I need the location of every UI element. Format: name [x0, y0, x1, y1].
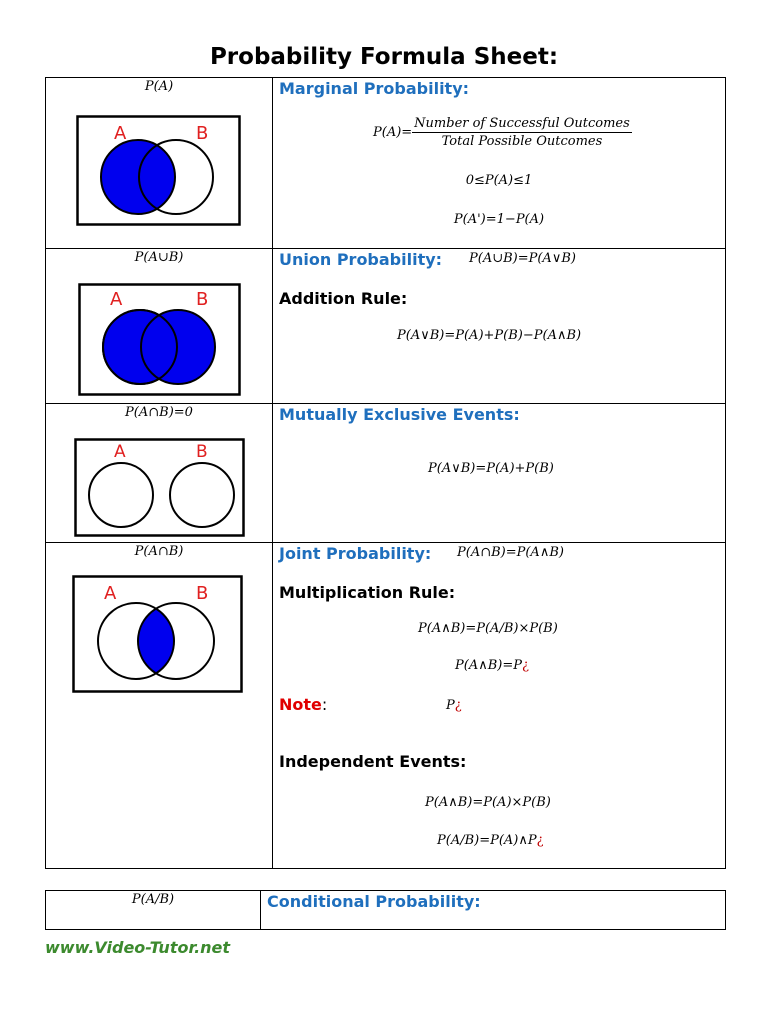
row-union — [46, 249, 726, 404]
mutual-left-cell — [46, 404, 273, 543]
venn-marginal — [76, 115, 242, 227]
note-label: Note — [279, 695, 322, 714]
venn-label-a: A — [114, 123, 127, 144]
note-colon: : — [321, 695, 328, 714]
row-marginal — [46, 78, 726, 249]
marginal-formula-numerator: Number of Successful Outcomes — [414, 116, 630, 131]
conditional-left-label: P(A/B) — [131, 892, 175, 907]
note-line — [279, 695, 327, 714]
union-left-cell — [46, 249, 273, 404]
union-right-cell — [273, 249, 726, 404]
venn-joint — [72, 575, 244, 693]
footer-website[interactable]: www.Video-Tutor.net — [45, 938, 231, 957]
mutual-right-cell — [273, 404, 726, 543]
venn-label-a: A — [110, 289, 123, 310]
addition-rule-formula: P(A∨B)=P(A)+P(B)−P(A∧B) — [397, 328, 582, 343]
conditional-left-cell — [46, 891, 261, 930]
venn-label-a: A — [104, 583, 117, 604]
row-joint — [46, 543, 726, 869]
marginal-range: 0≤P(A)≤1 — [465, 173, 533, 188]
missing-glyph: ¿ — [536, 833, 544, 848]
venn-label-b: B — [196, 123, 209, 144]
marginal-formula — [373, 116, 632, 149]
joint-heading-formula: P(A∩B)=P(A∧B) — [457, 545, 564, 560]
venn-mutually-exclusive — [74, 438, 246, 538]
venn-frame — [76, 440, 244, 536]
independent-events-formula-2 — [437, 833, 544, 848]
conditional-right-cell — [261, 891, 726, 930]
venn-label-b: B — [196, 442, 208, 462]
venn-label-b: B — [196, 583, 209, 604]
union-heading: Union Probability: — [279, 250, 443, 269]
joint-left-cell — [46, 543, 273, 869]
independent-events-formula-2-text: P(A/B)=P(A)∧P — [437, 833, 537, 848]
joint-heading: Joint Probability: — [279, 544, 432, 563]
marginal-right-cell — [273, 78, 726, 249]
conditional-heading: Conditional Probability: — [267, 892, 481, 911]
marginal-complement: P(A')=1−P(A) — [453, 212, 545, 227]
joint-right-cell — [273, 543, 726, 869]
marginal-heading: Marginal Probability: — [279, 79, 470, 98]
venn-label-a: A — [114, 442, 126, 462]
union-left-label: P(A∪B) — [134, 250, 184, 265]
multiplication-rule-formula-2 — [455, 658, 529, 673]
mutual-heading: Mutually Exclusive Events: — [279, 405, 520, 424]
marginal-left-cell — [46, 78, 273, 249]
row-mutually-exclusive — [46, 404, 726, 543]
mutual-formula: P(A∨B)=P(A)+P(B) — [428, 461, 554, 476]
multiplication-rule-formula-1: P(A∧B)=P(A/B)×P(B) — [418, 621, 558, 636]
addition-rule-title: Addition Rule: — [279, 289, 408, 308]
marginal-left-label: P(A) — [144, 79, 174, 94]
conditional-table — [45, 890, 726, 930]
independent-events-title: Independent Events: — [279, 752, 467, 771]
note-formula-text: P — [446, 698, 455, 713]
union-heading-formula: P(A∪B)=P(A∨B) — [469, 251, 576, 266]
row-conditional — [46, 891, 726, 930]
page-title: Probability Formula Sheet: — [209, 44, 559, 70]
independent-events-formula-1: P(A∧B)=P(A)×P(B) — [425, 795, 551, 810]
missing-glyph: ¿ — [522, 658, 529, 673]
marginal-formula-lhs: P(A)= — [373, 125, 413, 140]
missing-glyph: ¿ — [454, 698, 462, 713]
venn-label-b: B — [196, 289, 209, 310]
multiplication-rule-formula-2-text: P(A∧B)=P — [455, 658, 522, 673]
joint-left-label: P(A∩B) — [134, 544, 184, 559]
formula-table — [45, 77, 726, 869]
mutual-left-label: P(A∩B)=0 — [125, 405, 193, 420]
note-formula — [446, 698, 462, 713]
venn-union — [78, 283, 242, 397]
marginal-formula-denominator: Total Possible Outcomes — [441, 134, 603, 149]
multiplication-rule-title: Multiplication Rule: — [279, 583, 456, 602]
